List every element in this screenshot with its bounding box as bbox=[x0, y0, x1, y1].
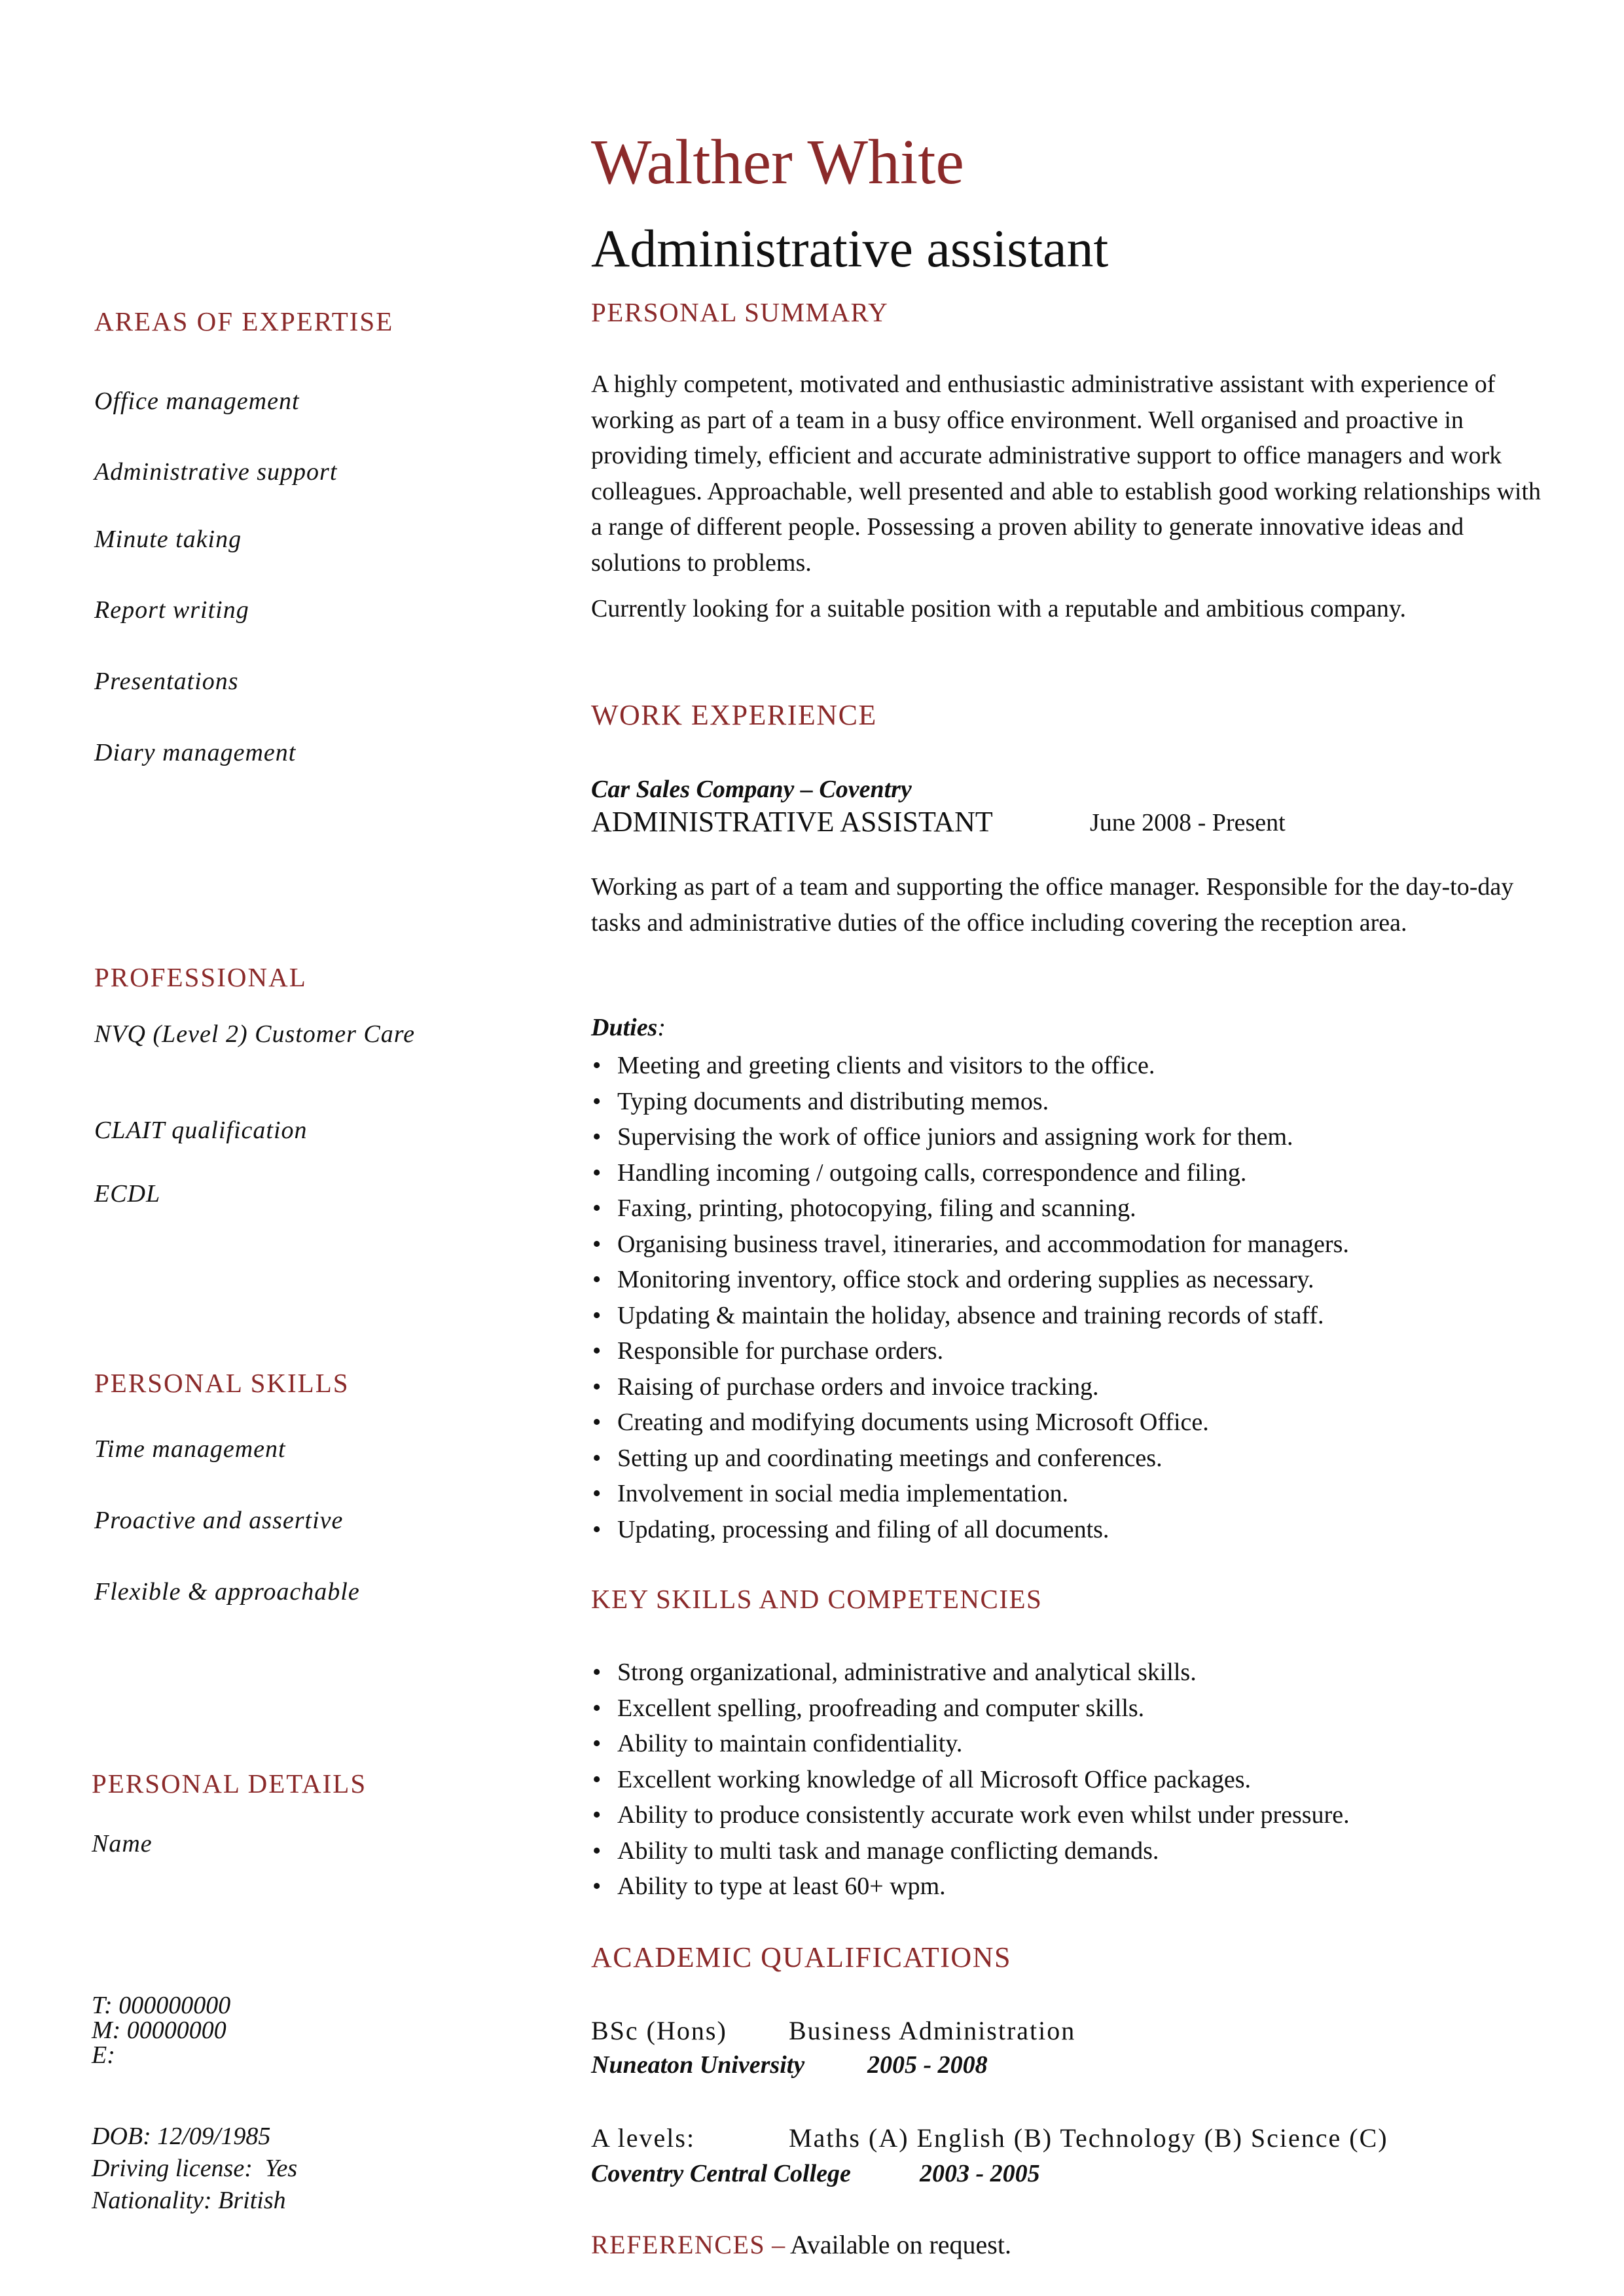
summary-paragraph: Currently looking for a suitable position with a reputable and ambitious company. bbox=[591, 595, 1406, 622]
email-address: E: bbox=[92, 2041, 115, 2069]
duty-item: • Supervising the work of office juniors and assigning work for them. bbox=[591, 1119, 1349, 1155]
duty-item: • Creating and modifying documents using Microsoft Office. bbox=[591, 1405, 1349, 1441]
duty-item: • Setting up and coordinating meetings and conferences. bbox=[591, 1441, 1349, 1477]
duty-item: • Raising of purchase orders and invoice tracking. bbox=[591, 1369, 1349, 1405]
role-dates: June 2008 - Present bbox=[1090, 809, 1286, 836]
driving-license: Driving license: Yes bbox=[92, 2155, 298, 2182]
academic-heading: ACADEMIC QUALIFICATIONS bbox=[591, 1941, 1011, 1973]
work-experience-heading: WORK EXPERIENCE bbox=[591, 699, 877, 731]
expertise-item: Office management bbox=[94, 387, 300, 415]
phone-number: T: 000000000 bbox=[92, 1992, 231, 2019]
duties-label-line bbox=[591, 1012, 666, 1043]
summary-paragraph: A highly competent, motivated and enthusiastic administrative assistant with experience of working as part of a team in a busy office environment. Well organised and proactive in providing timely, efficient and accurate administrative support to office managers and work colleagues. Approachable, well presented and able to establish good working relationships with a range of different people. Possessing a proven ability to generate innovative ideas and solutions to problems. bbox=[591, 370, 1542, 577]
key-skill-item: • Excellent spelling, proofreading and computer skills. bbox=[591, 1691, 1350, 1727]
nationality: Nationality: British bbox=[92, 2187, 286, 2214]
mobile-number: M: 00000000 bbox=[92, 2017, 226, 2044]
personal-skill-item: Flexible & approachable bbox=[94, 1578, 360, 1605]
duties-colon: : bbox=[657, 1014, 666, 1041]
role-title: ADMINISTRATIVE ASSISTANT bbox=[591, 806, 993, 838]
duty-item: • Responsible for purchase orders. bbox=[591, 1333, 1349, 1369]
key-skill-item: • Strong organizational, administrative and analytical skills. bbox=[591, 1655, 1350, 1691]
company-name: Car Sales Company – Coventry bbox=[591, 776, 912, 803]
professional-heading: PROFESSIONAL bbox=[94, 962, 307, 992]
expertise-item: Minute taking bbox=[94, 526, 242, 553]
alevels-years: 2003 - 2005 bbox=[920, 2160, 1040, 2187]
duty-item: • Typing documents and distributing memos. bbox=[591, 1084, 1349, 1120]
key-skills-list bbox=[591, 1655, 1350, 1905]
duty-item: • Updating, processing and filing of all documents. bbox=[591, 1512, 1349, 1548]
professional-item: NVQ (Level 2) Customer Care bbox=[94, 1020, 415, 1048]
degree-years: 2005 - 2008 bbox=[867, 2051, 988, 2079]
candidate-name: Walther White bbox=[591, 127, 964, 198]
degree-type: BSc (Hons) bbox=[591, 2016, 727, 2045]
professional-item: ECDL bbox=[94, 1180, 161, 1208]
references-heading: REFERENCES bbox=[591, 2230, 766, 2259]
duty-item: • Faxing, printing, photocopying, filing and scanning. bbox=[591, 1191, 1349, 1227]
professional-item: CLAIT qualification bbox=[94, 1117, 308, 1144]
role-description: Working as part of a team and supporting the office manager. Responsible for the day-to-day tasks and administrative duties of the office including covering the reception area. bbox=[591, 873, 1514, 937]
references-text: Available on request. bbox=[789, 2230, 1011, 2259]
personal-skill-item: Time management bbox=[94, 1435, 286, 1463]
job-title: Administrative assistant bbox=[591, 219, 1109, 278]
duty-item: • Updating & maintain the holiday, absence and training records of staff. bbox=[591, 1298, 1349, 1334]
duties-label: Duties bbox=[591, 1014, 658, 1041]
duty-item: • Monitoring inventory, office stock and ordering supplies as necessary. bbox=[591, 1262, 1349, 1298]
summary-heading: PERSONAL SUMMARY bbox=[591, 297, 889, 327]
key-skill-item: • Ability to multi task and manage conflicting demands. bbox=[591, 1833, 1350, 1869]
key-skill-item: • Excellent working knowledge of all Microsoft Office packages. bbox=[591, 1762, 1350, 1798]
duty-item: • Involvement in social media implementation. bbox=[591, 1476, 1349, 1512]
duties-list bbox=[591, 1048, 1349, 1547]
key-skills-heading: KEY SKILLS AND COMPETENCIES bbox=[591, 1584, 1043, 1614]
duty-item: • Organising business travel, itineraries, and accommodation for managers. bbox=[591, 1227, 1349, 1263]
name-label: Name bbox=[92, 1830, 153, 1857]
personal-details-heading: PERSONAL DETAILS bbox=[92, 1768, 367, 1799]
expertise-heading: AREAS OF EXPERTISE bbox=[94, 306, 394, 336]
duty-item: • Meeting and greeting clients and visitors to the office. bbox=[591, 1048, 1349, 1084]
personal-skills-heading: PERSONAL SKILLS bbox=[94, 1368, 350, 1398]
references-line bbox=[591, 2229, 1011, 2261]
duty-item: • Handling incoming / outgoing calls, correspondence and filing. bbox=[591, 1155, 1349, 1191]
contact-block bbox=[92, 1993, 230, 2068]
date-of-birth: DOB: 12/09/1985 bbox=[92, 2123, 271, 2150]
degree-institution: Nuneaton University bbox=[591, 2051, 805, 2079]
personal-info-block bbox=[92, 2121, 297, 2217]
key-skill-item: • Ability to produce consistently accurate work even whilst under pressure. bbox=[591, 1797, 1350, 1833]
expertise-item: Diary management bbox=[94, 739, 297, 766]
personal-skill-item: Proactive and assertive bbox=[94, 1507, 344, 1534]
alevels-subjects: Maths (A) English (B) Technology (B) Science (C) bbox=[789, 2123, 1388, 2153]
expertise-item: Report writing bbox=[94, 596, 249, 624]
key-skill-item: • Ability to type at least 60+ wpm. bbox=[591, 1869, 1350, 1905]
expertise-item: Administrative support bbox=[94, 458, 338, 486]
expertise-item: Presentations bbox=[94, 668, 239, 695]
references-dash: – bbox=[765, 2230, 790, 2259]
degree-subject: Business Administration bbox=[789, 2016, 1076, 2045]
alevels-institution: Coventry Central College bbox=[591, 2160, 851, 2187]
key-skill-item: • Ability to maintain confidentiality. bbox=[591, 1726, 1350, 1762]
alevels-label: A levels: bbox=[591, 2123, 696, 2153]
summary-text bbox=[591, 367, 1547, 627]
